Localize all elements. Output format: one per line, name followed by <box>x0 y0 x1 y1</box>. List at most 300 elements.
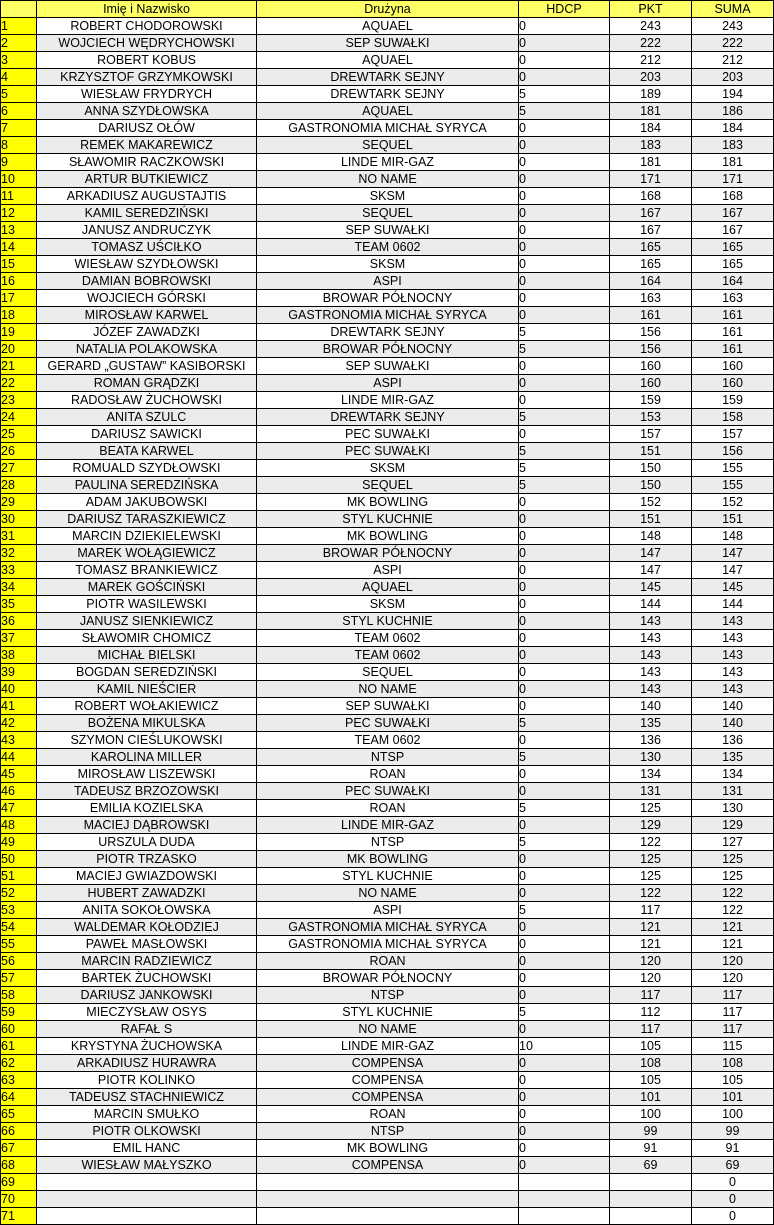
pkt-value: 164 <box>610 273 692 290</box>
row-number: 24 <box>1 409 37 426</box>
table-row <box>1 953 774 970</box>
hdcp-value: 5 <box>519 443 610 460</box>
player-name: ARTUR BUTKIEWICZ <box>37 171 257 188</box>
header-name: Imię i Nazwisko <box>37 1 257 18</box>
hdcp-value: 0 <box>519 1157 610 1174</box>
hdcp-value: 0 <box>519 69 610 86</box>
suma-value: 136 <box>692 732 774 749</box>
table-row <box>1 460 774 477</box>
pkt-value: 112 <box>610 1004 692 1021</box>
hdcp-value: 0 <box>519 613 610 630</box>
pkt-value: 181 <box>610 103 692 120</box>
table-row <box>1 596 774 613</box>
row-number: 56 <box>1 953 37 970</box>
table-row <box>1 409 774 426</box>
table-row <box>1 868 774 885</box>
pkt-value: 136 <box>610 732 692 749</box>
player-name: ROMUALD SZYDŁOWSKI <box>37 460 257 477</box>
row-number: 8 <box>1 137 37 154</box>
suma-value: 147 <box>692 562 774 579</box>
suma-value: 143 <box>692 630 774 647</box>
row-number: 2 <box>1 35 37 52</box>
suma-value: 129 <box>692 817 774 834</box>
player-name: URSZULA DUDA <box>37 834 257 851</box>
hdcp-value: 0 <box>519 375 610 392</box>
table-row <box>1 562 774 579</box>
suma-value: 156 <box>692 443 774 460</box>
suma-value: 125 <box>692 868 774 885</box>
hdcp-value: 0 <box>519 698 610 715</box>
hdcp-value: 10 <box>519 1038 610 1055</box>
header-pkt: PKT <box>610 1 692 18</box>
hdcp-value: 0 <box>519 52 610 69</box>
row-number: 48 <box>1 817 37 834</box>
row-number: 4 <box>1 69 37 86</box>
suma-value: 134 <box>692 766 774 783</box>
suma-value: 159 <box>692 392 774 409</box>
suma-value: 161 <box>692 307 774 324</box>
player-name: NATALIA POLAKOWSKA <box>37 341 257 358</box>
hdcp-value: 0 <box>519 35 610 52</box>
suma-value: 161 <box>692 324 774 341</box>
player-name: BOGDAN SEREDZIŃSKI <box>37 664 257 681</box>
player-name: GERARD „GUSTAW” KASIBORSKI <box>37 358 257 375</box>
row-number: 45 <box>1 766 37 783</box>
player-name: DARIUSZ SAWICKI <box>37 426 257 443</box>
suma-value: 186 <box>692 103 774 120</box>
table-row <box>1 647 774 664</box>
hdcp-value: 0 <box>519 239 610 256</box>
row-number: 69 <box>1 1174 37 1191</box>
pkt-value: 145 <box>610 579 692 596</box>
header-hdcp: HDCP <box>519 1 610 18</box>
table-row <box>1 273 774 290</box>
row-number: 14 <box>1 239 37 256</box>
hdcp-value: 0 <box>519 426 610 443</box>
pkt-value: 161 <box>610 307 692 324</box>
suma-value: 0 <box>692 1174 774 1191</box>
pkt-value <box>610 1208 692 1225</box>
row-number: 31 <box>1 528 37 545</box>
table-row <box>1 1123 774 1140</box>
hdcp-value: 0 <box>519 596 610 613</box>
team-name: BROWAR PÓŁNOCNY <box>257 341 519 358</box>
row-number: 63 <box>1 1072 37 1089</box>
suma-value: 140 <box>692 715 774 732</box>
suma-value: 145 <box>692 579 774 596</box>
table-row <box>1 664 774 681</box>
table-row <box>1 341 774 358</box>
row-number: 59 <box>1 1004 37 1021</box>
team-name: TEAM 0602 <box>257 630 519 647</box>
player-name: MIECZYSŁAW OSYS <box>37 1004 257 1021</box>
table-row <box>1 817 774 834</box>
pkt-value: 189 <box>610 86 692 103</box>
player-name: JANUSZ ANDRUCZYK <box>37 222 257 239</box>
suma-value: 131 <box>692 783 774 800</box>
suma-value: 120 <box>692 953 774 970</box>
player-name: WIESŁAW SZYDŁOWSKI <box>37 256 257 273</box>
table-row <box>1 52 774 69</box>
pkt-value: 105 <box>610 1038 692 1055</box>
table-row <box>1 103 774 120</box>
pkt-value: 99 <box>610 1123 692 1140</box>
pkt-value: 140 <box>610 698 692 715</box>
team-name: SKSM <box>257 596 519 613</box>
suma-value: 158 <box>692 409 774 426</box>
player-name: MIROSŁAW LISZEWSKI <box>37 766 257 783</box>
team-name: NO NAME <box>257 1021 519 1038</box>
hdcp-value: 5 <box>519 103 610 120</box>
hdcp-value: 0 <box>519 1140 610 1157</box>
pkt-value: 160 <box>610 358 692 375</box>
row-number: 61 <box>1 1038 37 1055</box>
team-name: PEC SUWAŁKI <box>257 443 519 460</box>
row-number: 55 <box>1 936 37 953</box>
team-name: TEAM 0602 <box>257 239 519 256</box>
suma-value: 161 <box>692 341 774 358</box>
table-row <box>1 613 774 630</box>
table-row <box>1 86 774 103</box>
player-name: MIROSŁAW KARWEL <box>37 307 257 324</box>
pkt-value: 143 <box>610 647 692 664</box>
hdcp-value: 5 <box>519 341 610 358</box>
row-number: 39 <box>1 664 37 681</box>
suma-value: 194 <box>692 86 774 103</box>
hdcp-value: 5 <box>519 1004 610 1021</box>
row-number: 18 <box>1 307 37 324</box>
pkt-value: 122 <box>610 834 692 851</box>
row-number: 58 <box>1 987 37 1004</box>
pkt-value: 122 <box>610 885 692 902</box>
player-name: KAMIL NIEŚCIER <box>37 681 257 698</box>
row-number: 37 <box>1 630 37 647</box>
table-row <box>1 188 774 205</box>
row-number: 17 <box>1 290 37 307</box>
table-row <box>1 528 774 545</box>
suma-value: 168 <box>692 188 774 205</box>
row-number: 7 <box>1 120 37 137</box>
player-name: SZYMON CIEŚLUKOWSKI <box>37 732 257 749</box>
pkt-value: 69 <box>610 1157 692 1174</box>
table-row <box>1 919 774 936</box>
team-name: STYL KUCHNIE <box>257 868 519 885</box>
table-row <box>1 1106 774 1123</box>
table-row <box>1 154 774 171</box>
team-name: MK BOWLING <box>257 1140 519 1157</box>
hdcp-value: 0 <box>519 579 610 596</box>
pkt-value: 159 <box>610 392 692 409</box>
pkt-value: 147 <box>610 545 692 562</box>
hdcp-value: 0 <box>519 987 610 1004</box>
hdcp-value: 0 <box>519 358 610 375</box>
pkt-value: 181 <box>610 154 692 171</box>
pkt-value: 148 <box>610 528 692 545</box>
row-number: 41 <box>1 698 37 715</box>
pkt-value: 121 <box>610 919 692 936</box>
table-row <box>1 766 774 783</box>
row-number: 35 <box>1 596 37 613</box>
table-row <box>1 511 774 528</box>
table-row <box>1 902 774 919</box>
pkt-value: 125 <box>610 851 692 868</box>
suma-value: 167 <box>692 205 774 222</box>
team-name: LINDE MIR-GAZ <box>257 1038 519 1055</box>
pkt-value: 108 <box>610 1055 692 1072</box>
suma-value: 121 <box>692 936 774 953</box>
player-name: TADEUSZ STACHNIEWICZ <box>37 1089 257 1106</box>
pkt-value: 143 <box>610 613 692 630</box>
pkt-value: 212 <box>610 52 692 69</box>
player-name: RAFAŁ S <box>37 1021 257 1038</box>
team-name: COMPENSA <box>257 1089 519 1106</box>
row-number: 5 <box>1 86 37 103</box>
table-row <box>1 732 774 749</box>
team-name: LINDE MIR-GAZ <box>257 817 519 834</box>
team-name: ASPI <box>257 562 519 579</box>
pkt-value: 165 <box>610 239 692 256</box>
table-row <box>1 1021 774 1038</box>
row-number: 19 <box>1 324 37 341</box>
suma-value: 0 <box>692 1191 774 1208</box>
row-number: 54 <box>1 919 37 936</box>
player-name: KAROLINA MILLER <box>37 749 257 766</box>
pkt-value: 131 <box>610 783 692 800</box>
team-name: AQUAEL <box>257 52 519 69</box>
suma-value: 155 <box>692 460 774 477</box>
table-row <box>1 800 774 817</box>
suma-value: 212 <box>692 52 774 69</box>
row-number: 62 <box>1 1055 37 1072</box>
pkt-value: 143 <box>610 681 692 698</box>
hdcp-value: 0 <box>519 885 610 902</box>
team-name: ROAN <box>257 1106 519 1123</box>
suma-value: 171 <box>692 171 774 188</box>
pkt-value: 160 <box>610 375 692 392</box>
player-name: EMIL HANC <box>37 1140 257 1157</box>
team-name: SEP SUWAŁKI <box>257 222 519 239</box>
player-name: ADAM JAKUBOWSKI <box>37 494 257 511</box>
hdcp-value: 0 <box>519 392 610 409</box>
pkt-value: 156 <box>610 341 692 358</box>
pkt-value: 121 <box>610 936 692 953</box>
row-number: 29 <box>1 494 37 511</box>
team-name: SEP SUWAŁKI <box>257 35 519 52</box>
team-name: NO NAME <box>257 681 519 698</box>
hdcp-value: 0 <box>519 1021 610 1038</box>
pkt-value: 125 <box>610 868 692 885</box>
hdcp-value: 0 <box>519 1072 610 1089</box>
pkt-value: 167 <box>610 222 692 239</box>
row-number: 30 <box>1 511 37 528</box>
row-number: 44 <box>1 749 37 766</box>
suma-value: 0 <box>692 1208 774 1225</box>
row-number: 43 <box>1 732 37 749</box>
hdcp-value: 5 <box>519 409 610 426</box>
hdcp-value: 5 <box>519 324 610 341</box>
player-name: WALDEMAR KOŁODZIEJ <box>37 919 257 936</box>
team-name: SEQUEL <box>257 664 519 681</box>
table-row <box>1 936 774 953</box>
pkt-value: 101 <box>610 1089 692 1106</box>
row-number: 3 <box>1 52 37 69</box>
pkt-value: 144 <box>610 596 692 613</box>
player-name: ROBERT CHODOROWSKI <box>37 18 257 35</box>
table-row <box>1 256 774 273</box>
pkt-value: 147 <box>610 562 692 579</box>
table-row <box>1 1055 774 1072</box>
table-row <box>1 222 774 239</box>
player-name: ARKADIUSZ HURAWRA <box>37 1055 257 1072</box>
pkt-value: 91 <box>610 1140 692 1157</box>
row-number: 40 <box>1 681 37 698</box>
team-name: COMPENSA <box>257 1072 519 1089</box>
player-name: DARIUSZ JANKOWSKI <box>37 987 257 1004</box>
suma-value: 99 <box>692 1123 774 1140</box>
suma-value: 181 <box>692 154 774 171</box>
row-number: 16 <box>1 273 37 290</box>
row-number: 47 <box>1 800 37 817</box>
header-num <box>1 1 37 18</box>
hdcp-value: 0 <box>519 528 610 545</box>
table-row <box>1 715 774 732</box>
player-name: KRZYSZTOF GRZYMKOWSKI <box>37 69 257 86</box>
player-name: SŁAWOMIR RACZKOWSKI <box>37 154 257 171</box>
hdcp-value: 0 <box>519 732 610 749</box>
table-row <box>1 426 774 443</box>
player-name: WOJCIECH WĘDRYCHOWSKI <box>37 35 257 52</box>
hdcp-value: 0 <box>519 1055 610 1072</box>
hdcp-value: 0 <box>519 205 610 222</box>
player-name: ROBERT WOŁAKIEWICZ <box>37 698 257 715</box>
hdcp-value: 0 <box>519 1123 610 1140</box>
player-name: MAREK WOŁĄGIEWICZ <box>37 545 257 562</box>
suma-value: 203 <box>692 69 774 86</box>
header-suma: SUMA <box>692 1 774 18</box>
hdcp-value <box>519 1174 610 1191</box>
team-name <box>257 1191 519 1208</box>
hdcp-value: 0 <box>519 868 610 885</box>
suma-value: 222 <box>692 35 774 52</box>
pkt-value: 100 <box>610 1106 692 1123</box>
row-number: 32 <box>1 545 37 562</box>
player-name: DARIUSZ TARASZKIEWICZ <box>37 511 257 528</box>
team-name: ROAN <box>257 953 519 970</box>
hdcp-value: 0 <box>519 970 610 987</box>
team-name: NO NAME <box>257 171 519 188</box>
row-number: 28 <box>1 477 37 494</box>
suma-value: 184 <box>692 120 774 137</box>
hdcp-value: 0 <box>519 222 610 239</box>
row-number: 1 <box>1 18 37 35</box>
player-name: REMEK MAKAREWICZ <box>37 137 257 154</box>
suma-value: 165 <box>692 256 774 273</box>
table-row <box>1 579 774 596</box>
suma-value: 91 <box>692 1140 774 1157</box>
player-name: EMILIA KOZIELSKA <box>37 800 257 817</box>
pkt-value <box>610 1191 692 1208</box>
row-number: 42 <box>1 715 37 732</box>
player-name: ARKADIUSZ AUGUSTAJTIS <box>37 188 257 205</box>
hdcp-value: 0 <box>519 681 610 698</box>
suma-value: 122 <box>692 885 774 902</box>
team-name: DREWTARK SEJNY <box>257 69 519 86</box>
header-team: Drużyna <box>257 1 519 18</box>
pkt-value: 135 <box>610 715 692 732</box>
player-name: ANITA SOKOŁOWSKA <box>37 902 257 919</box>
row-number: 10 <box>1 171 37 188</box>
hdcp-value: 0 <box>519 664 610 681</box>
pkt-value: 165 <box>610 256 692 273</box>
hdcp-value: 0 <box>519 307 610 324</box>
suma-value: 152 <box>692 494 774 511</box>
row-number: 34 <box>1 579 37 596</box>
suma-value: 163 <box>692 290 774 307</box>
pkt-value: 167 <box>610 205 692 222</box>
table-row <box>1 1157 774 1174</box>
player-name: PIOTR TRZASKO <box>37 851 257 868</box>
row-number: 12 <box>1 205 37 222</box>
suma-value: 167 <box>692 222 774 239</box>
hdcp-value: 0 <box>519 188 610 205</box>
player-name: KRYSTYNA ŻUCHOWSKA <box>37 1038 257 1055</box>
table-row <box>1 375 774 392</box>
row-number: 21 <box>1 358 37 375</box>
row-number: 64 <box>1 1089 37 1106</box>
row-number: 68 <box>1 1157 37 1174</box>
pkt-value: 143 <box>610 664 692 681</box>
suma-value: 108 <box>692 1055 774 1072</box>
player-name: ANITA SZULC <box>37 409 257 426</box>
team-name: NTSP <box>257 987 519 1004</box>
table-row <box>1 545 774 562</box>
row-number: 13 <box>1 222 37 239</box>
suma-value: 183 <box>692 137 774 154</box>
table-row <box>1 18 774 35</box>
suma-value: 164 <box>692 273 774 290</box>
team-name: BROWAR PÓŁNOCNY <box>257 545 519 562</box>
suma-value: 125 <box>692 851 774 868</box>
team-name: DREWTARK SEJNY <box>257 86 519 103</box>
player-name: RADOSŁAW ŻUCHOWSKI <box>37 392 257 409</box>
suma-value: 143 <box>692 647 774 664</box>
suma-value: 140 <box>692 698 774 715</box>
row-number: 67 <box>1 1140 37 1157</box>
hdcp-value: 0 <box>519 953 610 970</box>
suma-value: 148 <box>692 528 774 545</box>
player-name: WOJCIECH GÓRSKI <box>37 290 257 307</box>
player-name: DAMIAN BOBROWSKI <box>37 273 257 290</box>
pkt-value: 130 <box>610 749 692 766</box>
player-name: TOMASZ UŚCIŁKO <box>37 239 257 256</box>
team-name: COMPENSA <box>257 1055 519 1072</box>
player-name: ROMAN GRĄDZKI <box>37 375 257 392</box>
team-name: DREWTARK SEJNY <box>257 324 519 341</box>
player-name: PIOTR WASILEWSKI <box>37 596 257 613</box>
row-number: 15 <box>1 256 37 273</box>
table-row <box>1 851 774 868</box>
row-number: 22 <box>1 375 37 392</box>
table-row <box>1 1072 774 1089</box>
team-name: TEAM 0602 <box>257 647 519 664</box>
row-number: 52 <box>1 885 37 902</box>
table-row <box>1 681 774 698</box>
player-name: MACIEJ DĄBROWSKI <box>37 817 257 834</box>
team-name: STYL KUCHNIE <box>257 613 519 630</box>
header-row <box>1 1 774 18</box>
pkt-value: 222 <box>610 35 692 52</box>
row-number: 49 <box>1 834 37 851</box>
